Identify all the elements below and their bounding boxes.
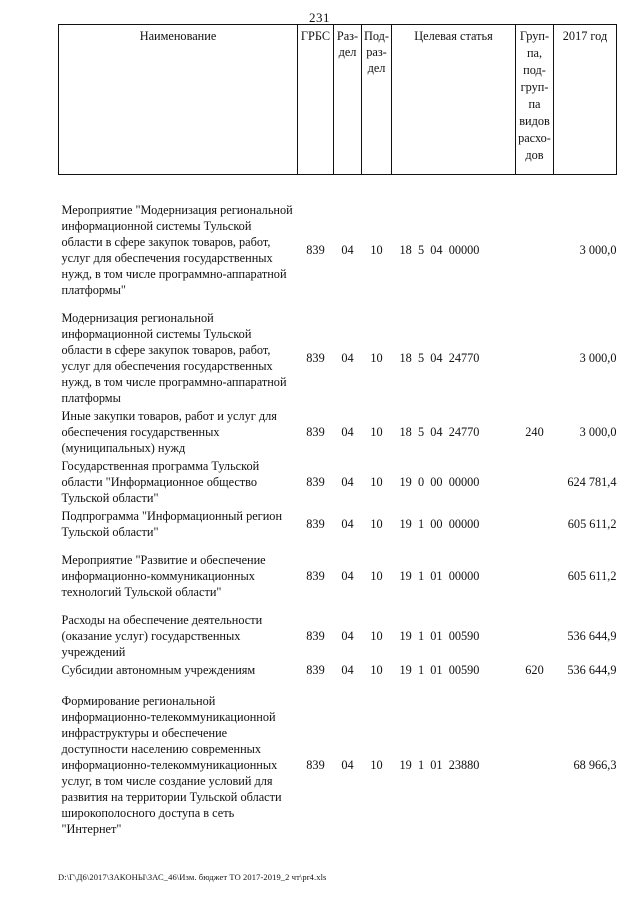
header-grbs: ГРБС	[298, 25, 334, 175]
row-razdel: 04	[341, 629, 354, 643]
row-sum-2017: 536 644,9	[567, 629, 617, 643]
row-sum-2017: 3 000,0	[579, 351, 617, 365]
table-row	[59, 679, 617, 838]
row-name: Субсидии автономным учреждениям	[61, 663, 256, 677]
row-celevaya: 19 1 01 00590	[399, 663, 480, 677]
row-podrazdel: 10	[370, 663, 383, 677]
row-podrazdel: 10	[370, 425, 383, 439]
row-gruppa	[516, 679, 554, 838]
row-grbs: 839	[306, 569, 325, 583]
table-row	[59, 661, 617, 679]
header-name: Наименование	[59, 25, 298, 175]
row-gruppa	[516, 507, 554, 541]
row-celevaya: 19 1 00 00000	[399, 517, 480, 531]
row-sum-2017: 605 611,2	[567, 569, 617, 583]
table-row	[59, 601, 617, 661]
row-celevaya: 19 1 01 00000	[399, 569, 480, 583]
spacer-row	[59, 175, 617, 189]
row-celevaya: 18 5 04 24770	[399, 351, 480, 365]
row-name: Иные закупки товаров, работ и услуг для обеспечения государственных (муниципальных) нужд	[61, 409, 277, 455]
row-razdel: 04	[341, 425, 354, 439]
header-celevaya: Целевая статья	[392, 25, 516, 175]
header-razdel: Раз-дел	[334, 25, 362, 175]
row-grbs: 839	[306, 758, 325, 772]
row-sum-2017: 536 644,9	[567, 663, 617, 677]
footer-file-path: D:\Г\Д6\2017\ЗАКОНЫ\ЗАС_46\Изм. бюджет ТО 2017-2019_2 чт\pr4.xls	[58, 872, 327, 882]
row-gruppa	[516, 299, 554, 407]
header-podrazdel: Под-раз-дел	[362, 25, 392, 175]
row-gruppa	[516, 601, 554, 661]
table-header-row	[59, 25, 617, 175]
row-name: Модернизация региональной информационной системы Тульской области в сфере закупок товаров, работ, услуг для обеспечения государственных нужд, в том числе программно-аппаратной платформы	[61, 311, 287, 405]
row-celevaya: 18 5 04 00000	[399, 243, 480, 257]
row-razdel: 04	[341, 243, 354, 257]
row-name: Государственная программа Тульской области "Информационное общество Тульской области"	[61, 459, 260, 505]
row-gruppa: 620	[525, 663, 544, 677]
row-gruppa	[516, 457, 554, 507]
row-podrazdel: 10	[370, 243, 383, 257]
row-grbs: 839	[306, 629, 325, 643]
header-gruppa: Груп-па, под-груп-па видов расхо-дов	[516, 25, 554, 175]
budget-table	[58, 24, 617, 838]
row-grbs: 839	[306, 517, 325, 531]
row-grbs: 839	[306, 243, 325, 257]
row-sum-2017: 3 000,0	[579, 243, 617, 257]
row-celevaya: 18 5 04 24770	[399, 425, 480, 439]
table-row	[59, 299, 617, 407]
row-name: Подпрограмма "Информационный регион Тульской области"	[61, 509, 283, 539]
row-podrazdel: 10	[370, 351, 383, 365]
row-sum-2017: 605 611,2	[567, 517, 617, 531]
row-gruppa: 240	[525, 425, 544, 439]
row-razdel: 04	[341, 351, 354, 365]
row-razdel: 04	[341, 517, 354, 531]
row-razdel: 04	[341, 758, 354, 772]
row-razdel: 04	[341, 569, 354, 583]
table-row	[59, 541, 617, 601]
table-row	[59, 507, 617, 541]
row-razdel: 04	[341, 475, 354, 489]
row-sum-2017: 3 000,0	[579, 425, 617, 439]
row-gruppa	[516, 541, 554, 601]
table-row	[59, 457, 617, 507]
row-sum-2017: 68 966,3	[573, 758, 617, 772]
row-celevaya: 19 1 01 23880	[399, 758, 480, 772]
row-podrazdel: 10	[370, 517, 383, 531]
row-celevaya: 19 0 00 00000	[399, 475, 480, 489]
table-row	[59, 407, 617, 457]
row-grbs: 839	[306, 351, 325, 365]
row-name: Мероприятие "Модернизация региональной информационной системы Тульской области в сфере закупок товаров, работ, услуг для обеспечения государственных нужд, в том числе программно-аппаратной платформы"	[61, 203, 293, 297]
row-razdel: 04	[341, 663, 354, 677]
row-name: Расходы на обеспечение деятельности (оказание услуг) государственных учреждений	[61, 613, 263, 659]
row-grbs: 839	[306, 663, 325, 677]
header-year: 2017 год	[554, 25, 617, 175]
row-podrazdel: 10	[370, 758, 383, 772]
row-celevaya: 19 1 01 00590	[399, 629, 480, 643]
row-podrazdel: 10	[370, 569, 383, 583]
row-name: Мероприятие "Развитие и обеспечение информационно-коммуникационных технологий Тульской области"	[61, 553, 266, 599]
row-gruppa	[516, 188, 554, 299]
table-row	[59, 188, 617, 299]
row-name: Формирование региональной информационно-телекоммуникационной инфраструктуры и обеспечение доступности населению современных информационно-телекоммуникационных услуг, в том числе создание условий для развития на территории Тульской области широкополосного доступа в сеть "Интернет"	[61, 694, 282, 836]
page-number: 231	[309, 10, 330, 25]
row-grbs: 839	[306, 425, 325, 439]
row-podrazdel: 10	[370, 629, 383, 643]
row-podrazdel: 10	[370, 475, 383, 489]
row-grbs: 839	[306, 475, 325, 489]
row-sum-2017: 624 781,4	[567, 475, 617, 489]
